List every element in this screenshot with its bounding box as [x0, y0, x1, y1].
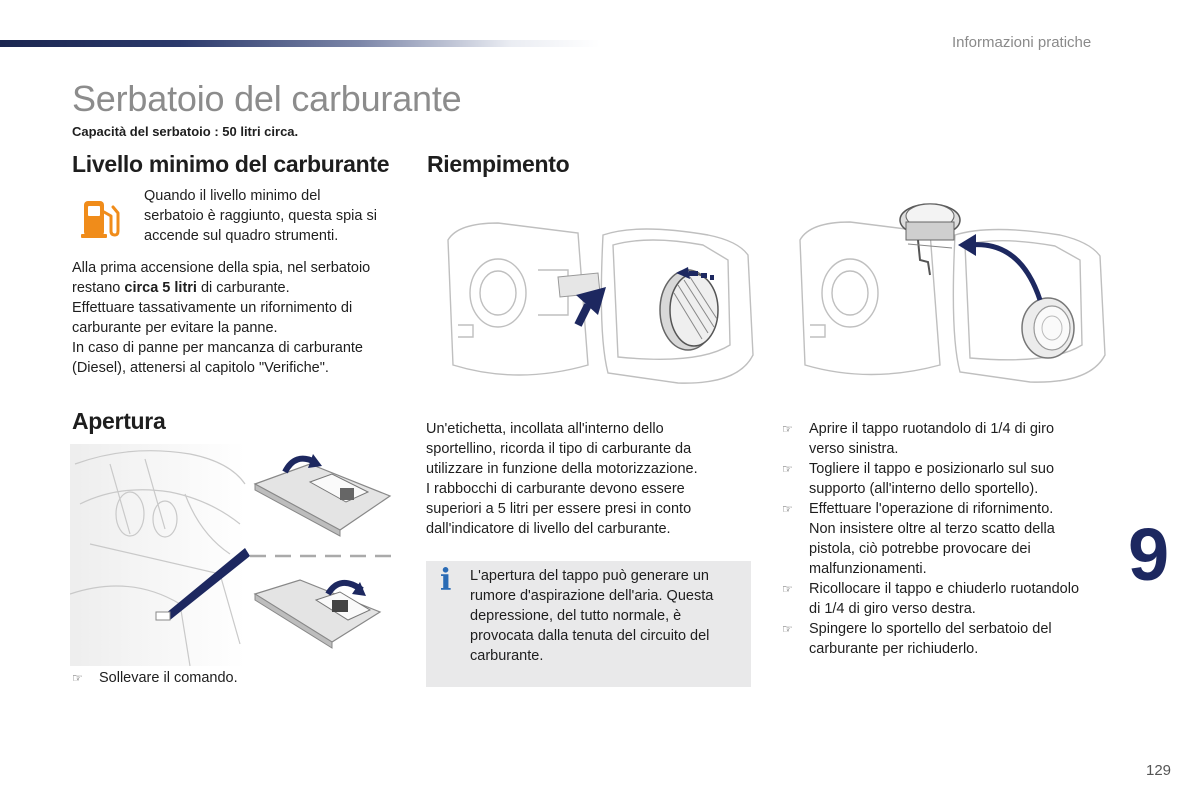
text-line: Spingere lo sportello del serbatoio del — [809, 621, 1052, 637]
page-title: Serbatoio del carburante — [72, 78, 462, 119]
page-number: 129 — [1146, 762, 1172, 779]
text-line: L'apertura del tappo può generare un — [470, 568, 709, 584]
text-line: supporto (all'interno dello sportello). — [809, 481, 1039, 497]
text-line: Ricollocare il tappo e chiuderlo ruotandolo — [809, 581, 1080, 597]
text-line: Togliere il tappo e posizionarlo sul suo — [809, 461, 1055, 477]
info-icon: i — [440, 563, 452, 598]
step-text: Sollevare il comando. — [99, 670, 238, 686]
list-item — [782, 459, 1112, 499]
text-line: depressione, del tutto normale, è — [470, 608, 682, 624]
text-line: In caso di panne per mancanza di carburante — [72, 340, 363, 356]
pointing-hand-icon: ☞ — [782, 582, 793, 596]
list-item — [72, 668, 402, 688]
heading-opening: Apertura — [72, 408, 166, 434]
heading-low-level: Livello minimo del carburante — [72, 151, 390, 177]
opening-lever-illustration — [70, 444, 400, 666]
warning-light-text — [144, 186, 404, 246]
info-text — [470, 566, 744, 666]
list-item — [782, 499, 1112, 579]
list-item — [782, 619, 1112, 659]
heading-filling: Riempimento — [427, 151, 570, 177]
fuel-pump-icon — [80, 198, 122, 240]
text-line: provocata dalla tenuta del circuito del — [470, 628, 710, 644]
text-line: sportellino, ricorda il tipo di carburante da — [426, 441, 692, 457]
text-line: accende sul quadro strumenti. — [144, 228, 339, 244]
header-accent-bar — [0, 40, 600, 47]
text-line: carburante. — [470, 648, 544, 664]
opening-steps — [72, 668, 402, 688]
text-line: (Diesel), attenersi al capitolo "Verifiche". — [72, 360, 329, 376]
highlight-amount: circa 5 litri — [124, 280, 197, 296]
info-note — [426, 561, 751, 687]
section-header: Informazioni pratiche — [952, 34, 1092, 51]
pointing-hand-icon: ☞ — [782, 622, 793, 636]
text-line: utilizzare in funzione della motorizzazione. — [426, 461, 698, 477]
text-line: Aprire il tappo ruotandolo di 1/4 di giro — [809, 421, 1055, 437]
chapter-number: 9 — [1128, 513, 1170, 596]
text-line: dall'indicatore di livello del carburante. — [426, 521, 671, 537]
text-line: carburante per richiuderlo. — [809, 641, 979, 657]
text-line: superiori a 5 litri per essere presi in conto — [426, 501, 692, 517]
pointing-hand-icon: ☞ — [72, 671, 83, 685]
text-line: di 1/4 di giro verso destra. — [809, 601, 976, 617]
pointing-hand-icon: ☞ — [782, 422, 793, 436]
pointing-hand-icon: ☞ — [782, 462, 793, 476]
text-line: Non insistere oltre al terzo scatto della — [809, 521, 1055, 537]
filling-steps — [782, 419, 1112, 659]
text-line: rumore d'aspirazione dell'aria. Questa — [470, 588, 714, 604]
tank-capacity: Capacità del serbatoio : 50 litri circa. — [72, 124, 299, 139]
text-line — [72, 278, 402, 298]
pointing-hand-icon: ☞ — [782, 502, 793, 516]
text-line: Un'etichetta, incollata all'interno dello — [426, 421, 664, 437]
list-item — [782, 579, 1112, 619]
text-line: Quando il livello minimo del — [144, 188, 321, 204]
text-fragment: restano — [72, 280, 125, 296]
text-line: malfunzionamenti. — [809, 561, 927, 577]
list-item — [782, 419, 1112, 459]
text-line: Alla prima accensione della spia, nel serbatoio — [72, 260, 371, 276]
text-line: I rabbocchi di carburante devono essere — [426, 481, 685, 497]
fuel-cap-removal-illustration — [790, 200, 1120, 390]
text-line: Effettuare tassativamente un rifornimento di — [72, 300, 353, 316]
text-line: Effettuare l'operazione di rifornimento. — [809, 501, 1054, 517]
fuel-label-paragraph — [426, 419, 756, 539]
text-line: serbatoio è raggiunto, questa spia si — [144, 208, 377, 224]
text-fragment: di carburante. — [196, 280, 290, 296]
text-line: carburante per evitare la panne. — [72, 320, 278, 336]
low-level-paragraphs — [72, 258, 402, 378]
text-line: pistola, ciò potrebbe provocare dei — [809, 541, 1031, 557]
text-line: verso sinistra. — [809, 441, 899, 457]
fuel-door-label-illustration — [438, 215, 763, 390]
